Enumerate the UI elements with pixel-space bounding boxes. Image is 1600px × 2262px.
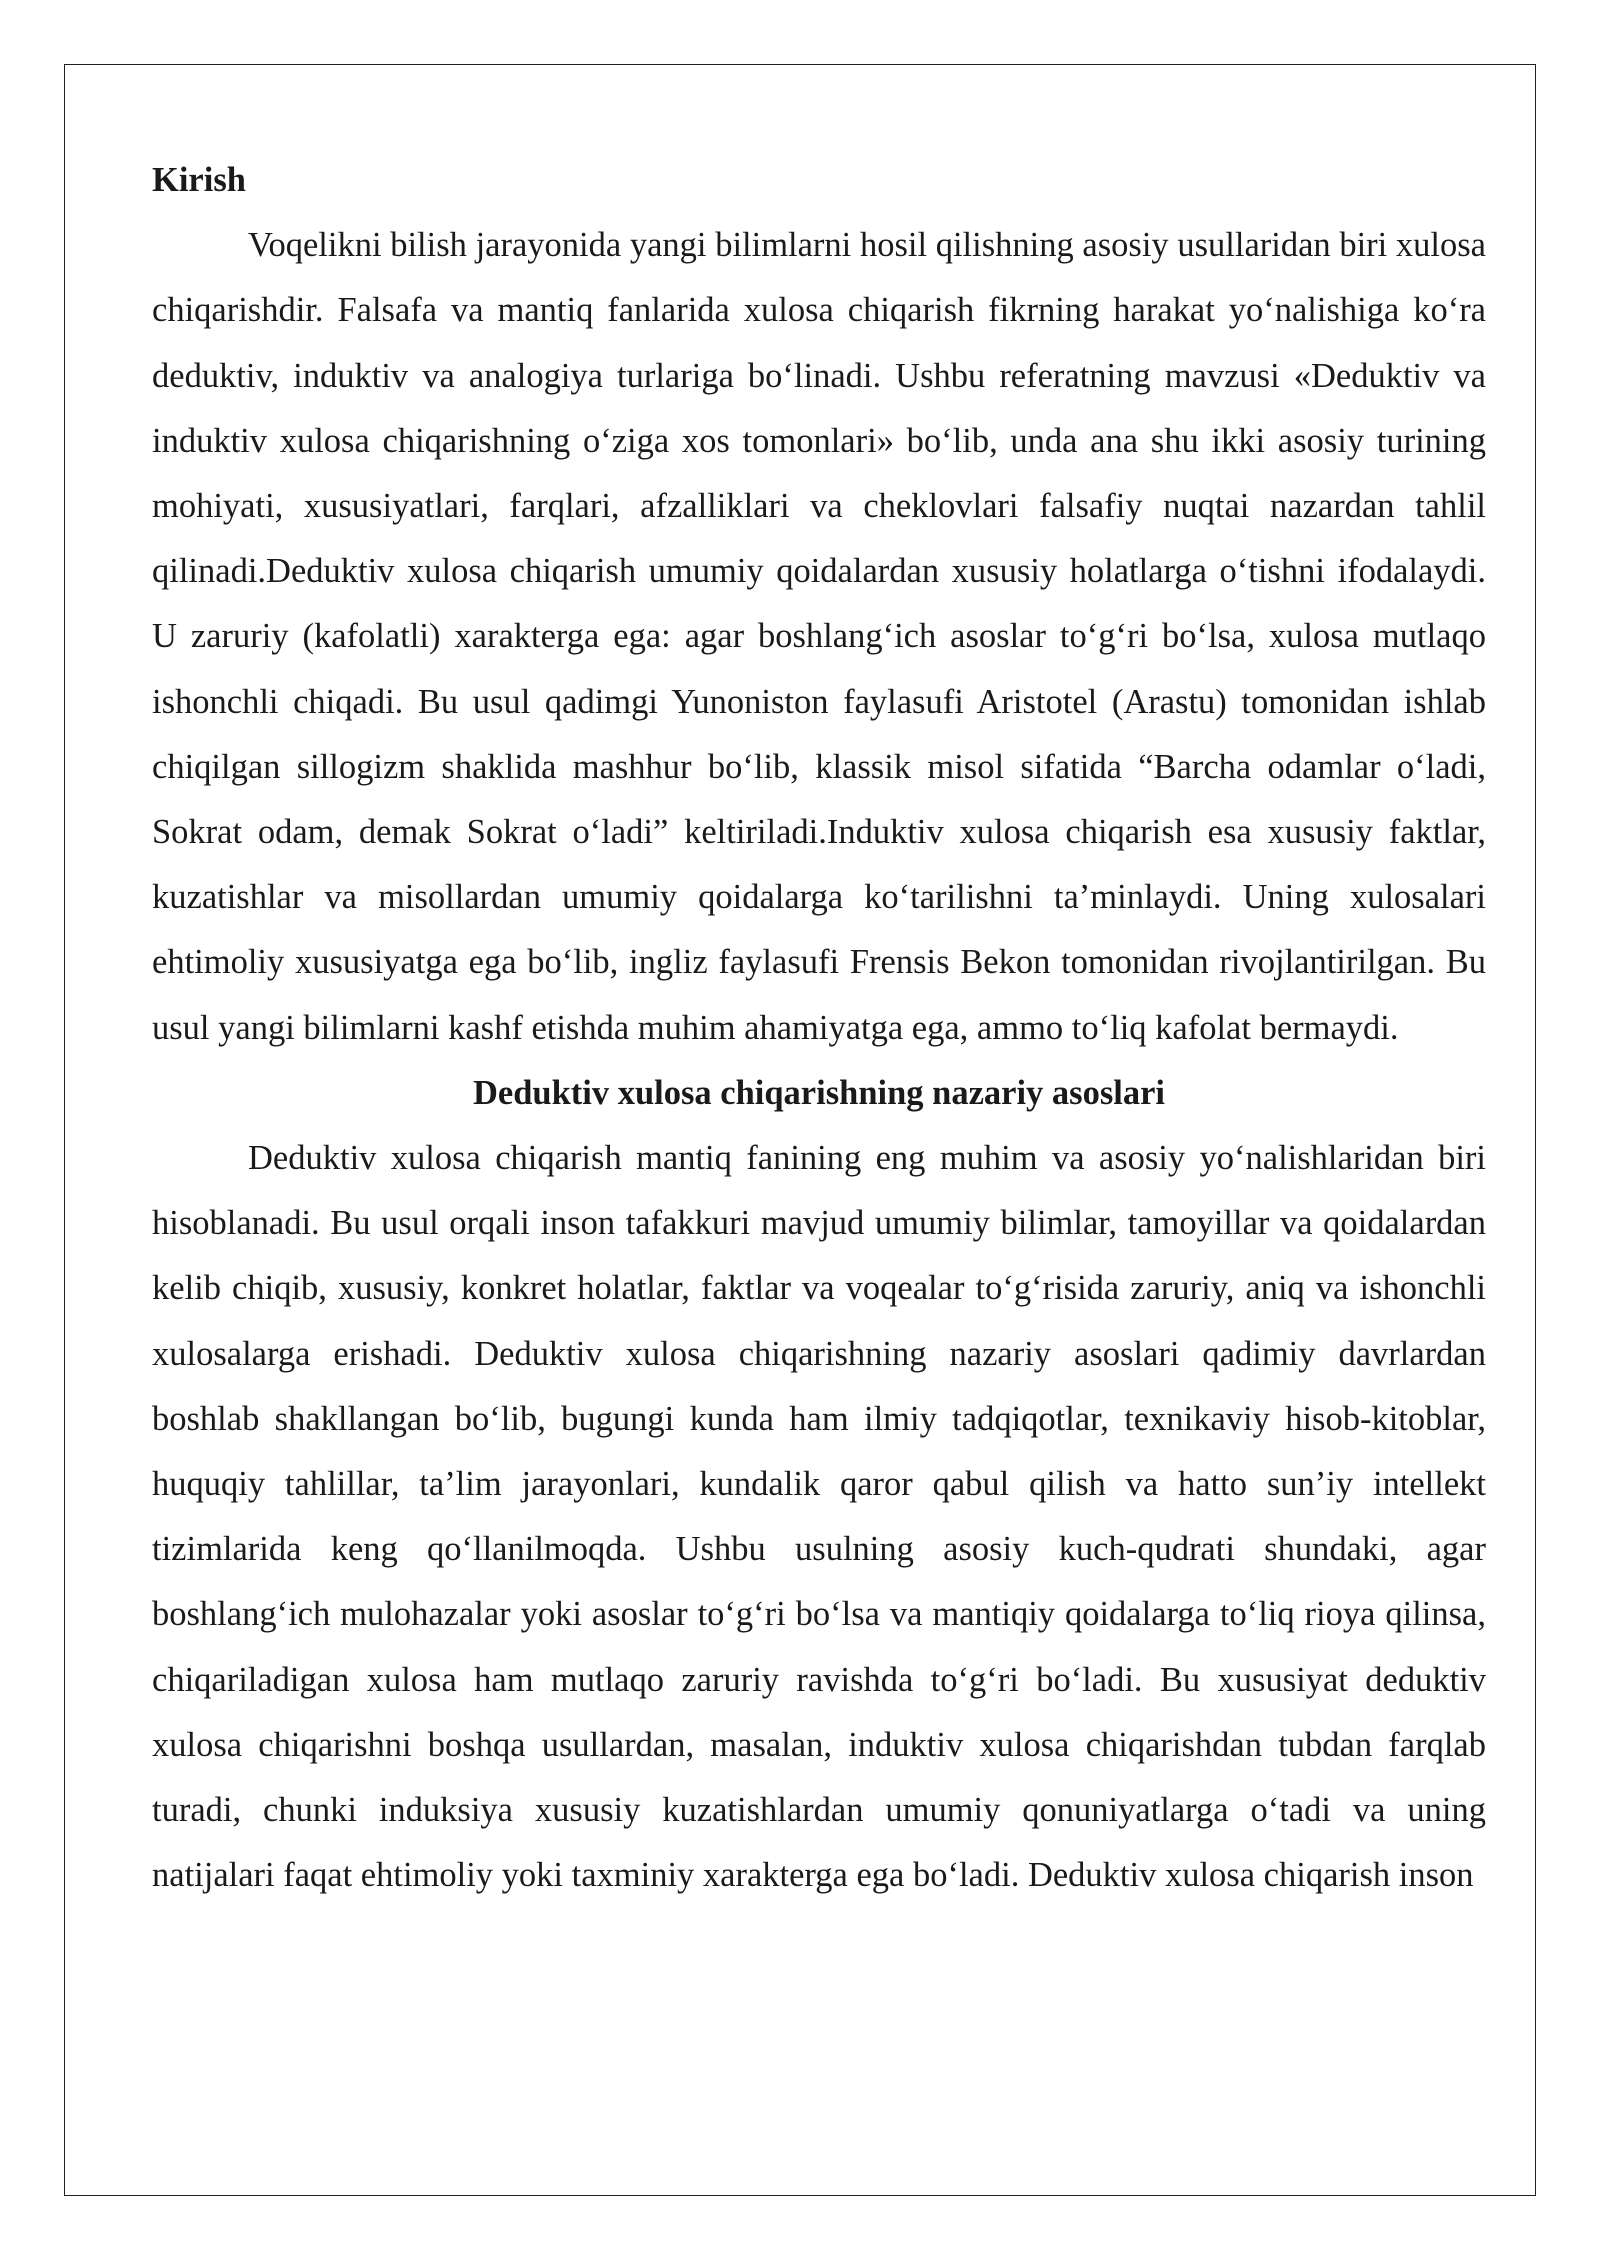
section-heading: Deduktiv xulosa chiqarishning nazariy asoslari (472, 1073, 1166, 1112)
intro-heading: Kirish (152, 161, 246, 199)
section-paragraph: Deduktiv xulosa chiqarish mantiq fanining eng muhim va asosiy yo‘nalishlaridan biri hisoblanadi. Bu usul orqali inson tafakkuri mavjud umumiy bilimlar, tamoyillar va qoidalardan kelib chiqib, xususiy, konkret holatlar, faktlar va voqealar to‘g‘risida zaruriy, aniq va ishonchli xulosalarga erishadi. Deduktiv xulosa chiqarishning nazariy asoslari qadimiy davrlardan boshlab shakllangan bo‘lib, bugungi kunda ham ilmiy tadqiqotlar, texnikaviy hisob-kitoblar, huquqiy tahlillar, ta’lim jarayonlari, kundalik qaror qabul qilish va hatto sun’iy intellekt tizimlarida keng qo‘llanilmoqda. Ushbu usulning asosiy kuch-qudrati shundaki, agar boshlang‘ich mulohazalar yoki asoslar to‘g‘ri bo‘lsa va mantiqiy qoidalarga to‘liq rioya qilinsa, chiqariladigan xulosa ham mutlaqo zaruriy ravishda to‘g‘ri bo‘ladi. Bu xususiyat deduktiv xulosa chiqarishni boshqa usullardan, masalan, induktiv xulosa chiqarishdan tubdan farqlab turadi, chunki induksiya xususiy kuzatishlardan umumiy qonuniyatlarga o‘tadi va uning natijalari faqat ehtimoliy yoki taxminiy xarakterga ega bo‘ladi. Deduktiv xulosa chiqarish inson (152, 1139, 1486, 1895)
document-body (152, 148, 1486, 1908)
intro-paragraph: Voqelikni bilish jarayonida yangi bilimlarni hosil qilishning asosiy usullaridan biri xulosa chiqarishdir. Falsafa va mantiq fanlarida xulosa chiqarish fikrning harakat yo‘nalishiga ko‘ra deduktiv, induktiv va analogiya turlariga bo‘linadi. Ushbu referatning mavzusi «Deduktiv va induktiv xulosa chiqarishning o‘ziga xos tomonlari» bo‘lib, unda ana shu ikki asosiy turining mohiyati, xususiyatlari, farqlari, afzalliklari va cheklovlari falsafiy nuqtai nazardan tahlil qilinadi.Deduktiv xulosa chiqarish umumiy qoidalardan xususiy holatlarga o‘tishni ifodalaydi. U zaruriy (kafolatli) xarakterga ega: agar boshlang‘ich asoslar to‘g‘ri bo‘lsa, xulosa mutlaqo ishonchli chiqadi. Bu usul qadimgi Yunoniston faylasufi Aristotel (Arastu) tomonidan ishlab chiqilgan sillogizm shaklida mashhur bo‘lib, klassik misol sifatida “Barcha odamlar o‘ladi, Sokrat odam, demak Sokrat o‘ladi” keltiriladi.Induktiv xulosa chiqarish esa xususiy faktlar, kuzatishlar va misollardan umumiy qoidalarga ko‘tarilishni ta’minlaydi. Uning xulosalari ehtimoliy xususiyatga ega bo‘lib, ingliz faylasufi Frensis Bekon tomonidan rivojlantirilgan. Bu usul yangi bilimlarni kashf etishda muhim ahamiyatga ega, ammo to‘liq kafolat bermaydi. (152, 226, 1486, 1047)
